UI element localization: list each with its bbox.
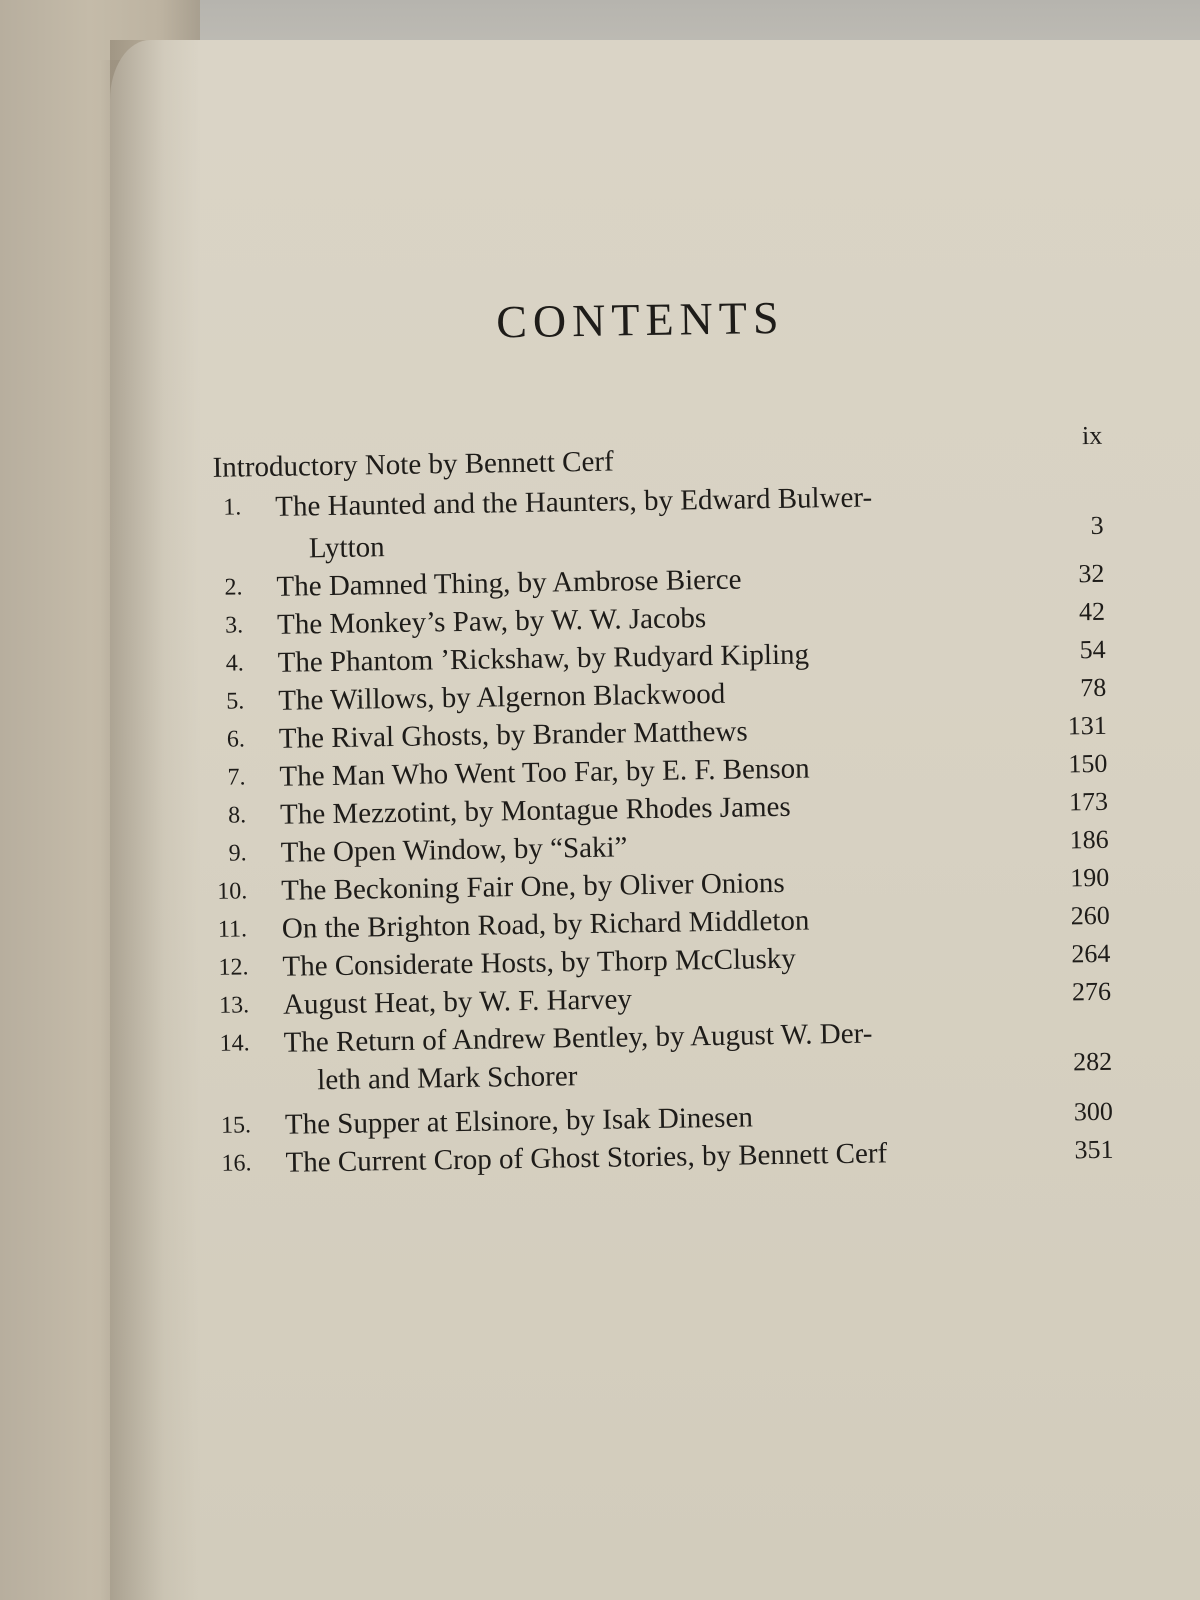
- page-title: CONTENTS: [495, 291, 785, 348]
- toc-entry-title: On the Brighton Road, by Richard Middleton: [281, 904, 810, 945]
- toc-entry-number: 8.: [227, 802, 247, 829]
- toc-entry-number: 1.: [223, 494, 242, 521]
- toc-entry-title: The Return of Andrew Bentley, by August W. Der-: [283, 1017, 873, 1059]
- toc-entry-page: 32: [1078, 558, 1105, 589]
- toc-entry-page: 54: [1079, 634, 1106, 665]
- toc-entry-continuation: leth and Mark Schorer: [317, 1060, 578, 1097]
- toc-entry-number: 2.: [224, 574, 243, 601]
- toc-entry-title: The Man Who Went Too Far, by E. F. Benson: [279, 752, 810, 793]
- toc-entry-page: 78: [1079, 672, 1107, 703]
- toc-entry-number: 7.: [227, 764, 246, 791]
- toc-entry-page: 150: [1068, 748, 1108, 779]
- toc-entry-number: 5.: [226, 688, 245, 715]
- toc-entry-page: 282: [1072, 1046, 1113, 1077]
- toc-entry-title: The Damned Thing, by Ambrose Bierce: [276, 563, 742, 603]
- page-curve-shadow: [110, 40, 200, 1600]
- toc-entry-number: 6.: [226, 726, 246, 753]
- toc-entry-number: 10.: [217, 878, 248, 905]
- toc-entry-number: 9.: [228, 840, 247, 867]
- toc-entry-title: The Haunted and the Haunters, by Edward Bulwer-: [275, 481, 873, 523]
- toc-entry-page: 260: [1070, 900, 1111, 931]
- toc-entry-number: 14.: [219, 1030, 250, 1057]
- toc-entry-page: 186: [1069, 824, 1109, 855]
- toc-entry-title: The Monkey’s Paw, by W. W. Jacobs: [276, 602, 707, 641]
- toc-entry-title: The Beckoning Fair One, by Oliver Onions: [281, 866, 785, 907]
- toc-entry-page: 190: [1069, 862, 1110, 893]
- toc-entry-page: 131: [1067, 710, 1108, 741]
- toc-entry-page: 300: [1073, 1096, 1114, 1127]
- toc-entry-page: ix: [1081, 420, 1103, 451]
- toc-entry-number: 4.: [225, 650, 244, 677]
- toc-entry-title: The Phantom ’Rickshaw, by Rudyard Kipling: [277, 638, 810, 679]
- toc-entry-page: 3: [1090, 510, 1104, 541]
- toc-entry-title: The Considerate Hosts, by Thorp McClusky: [282, 942, 797, 983]
- toc-entry-page: 42: [1078, 596, 1106, 627]
- toc-entry-title: The Current Crop of Ghost Stories, by Bennett Cerf: [285, 1137, 888, 1179]
- toc-entry-page: 264: [1071, 938, 1111, 969]
- toc-entry-continuation: Lytton: [308, 531, 385, 565]
- toc-entry-title: The Rival Ghosts, by Brander Matthews: [278, 715, 748, 755]
- toc-entry-number: 12.: [218, 954, 249, 981]
- toc-entry-title: Introductory Note by Bennett Cerf: [212, 445, 614, 484]
- toc-entry-number: 3.: [224, 612, 244, 639]
- toc-entry-title: The Willows, by Algernon Blackwood: [278, 677, 726, 717]
- toc-entry-number: 15.: [220, 1112, 252, 1139]
- toc-entry-title: The Open Window, by “Saki”: [280, 831, 628, 869]
- toc-entry-page: 173: [1068, 786, 1109, 817]
- toc-entry-page: 351: [1074, 1134, 1114, 1165]
- toc-entry-number: 11.: [217, 916, 248, 943]
- toc-entry-title: The Supper at Elsinore, by Isak Dinesen: [284, 1101, 754, 1141]
- toc-entry-number: 16.: [221, 1150, 252, 1177]
- toc-entry-number: 13.: [218, 992, 250, 1019]
- toc-entry-title: The Mezzotint, by Montague Rhodes James: [279, 790, 791, 831]
- toc-entry-page: 276: [1071, 976, 1112, 1007]
- toc-entry-title: August Heat, by W. F. Harvey: [282, 983, 633, 1021]
